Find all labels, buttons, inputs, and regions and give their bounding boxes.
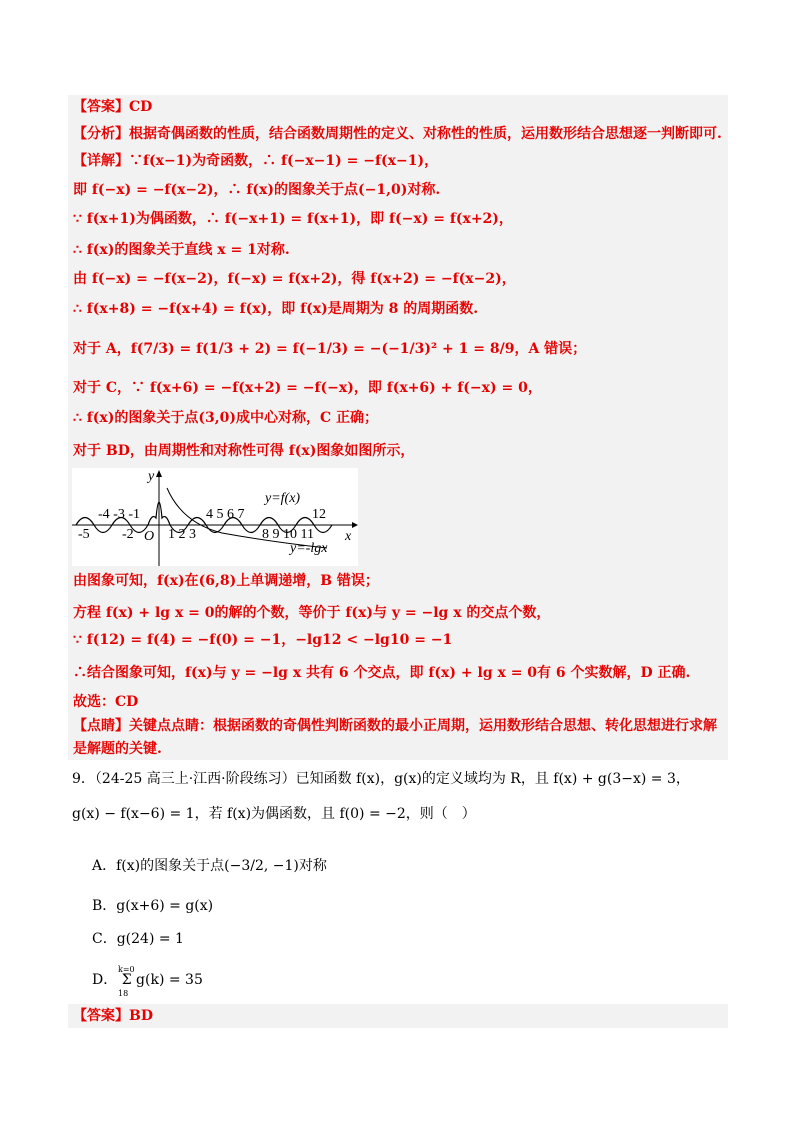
option-d-letter: D． bbox=[92, 972, 118, 988]
answer2-line bbox=[73, 1006, 153, 1026]
option-b[interactable] bbox=[92, 896, 213, 916]
detail-line-4 bbox=[73, 240, 290, 260]
option-a-text: f(x)的图象关于点(−3/2, −1)对称 bbox=[116, 858, 327, 874]
y-axis-label: y bbox=[148, 469, 155, 484]
function-graph bbox=[72, 468, 358, 566]
tick-label-12: 12 bbox=[312, 507, 326, 522]
x-axis-arrow bbox=[352, 522, 358, 528]
detail-text-3: ∵ f(x+1)为偶函数，∴ f(−x+1) = f(x+1)，即 f(−x) = f(x+2)， bbox=[73, 211, 513, 227]
detail-label: 【详解】 bbox=[73, 153, 129, 169]
detail-text-1: ∵f(x−1)为奇函数，∴ f(−x−1) = −f(x−1)， bbox=[129, 153, 439, 169]
detail-text-14: ∴结合图象可知，f(x)与 y = −lg x 共有 6 个交点，即 f(x) + lg x = 0有 6 个实数解，D 正确. bbox=[73, 665, 691, 681]
tick-labels-top-right: 4 5 6 7 bbox=[206, 507, 245, 522]
choice-text: 故选：CD bbox=[73, 694, 139, 710]
key-point-line-2 bbox=[73, 739, 162, 759]
choice-line bbox=[73, 692, 138, 712]
detail-line-10 bbox=[73, 441, 414, 461]
analysis-text: 根据奇偶函数的性质，结合函数周期性的定义、对称性的性质，运用数形结合思想逐一判断即可. bbox=[129, 126, 722, 142]
detail-line-14 bbox=[73, 663, 690, 683]
tick-labels-123: 1 2 3 bbox=[168, 527, 196, 542]
detail-text-8: 对于 C，∵ f(x+6) = −f(x+2) = −f(−x)，即 f(x+6) + f(−x) = 0， bbox=[73, 380, 542, 396]
analysis-line bbox=[73, 124, 722, 144]
answer-value: CD bbox=[129, 99, 153, 115]
detail-line-7 bbox=[73, 339, 586, 359]
x-axis-label: x bbox=[345, 529, 352, 544]
answer2-block bbox=[68, 1004, 728, 1028]
sum-lower-bound: 18 bbox=[118, 989, 129, 998]
tick-labels-top-left: -4 -3 -1 bbox=[98, 507, 140, 522]
key-point-label: 【点睛】 bbox=[73, 718, 129, 734]
tick-labels-8-11: 8 9 10 11 bbox=[262, 527, 314, 542]
option-d[interactable] bbox=[92, 965, 203, 998]
detail-text-13: ∵ f(12) = f(4) = −f(0) = −1，−lg12 < −lg10 = −1 bbox=[73, 632, 453, 648]
detail-line-6 bbox=[73, 299, 478, 319]
option-c-letter: C． bbox=[92, 931, 117, 947]
detail-line-12 bbox=[73, 603, 550, 623]
question-text-1: 9．（24-25 高三上·江西·阶段练习）已知函数 f(x)，g(x)的定义域均为 R，且 f(x) + g(3−x) = 3， bbox=[72, 771, 690, 787]
option-b-letter: B． bbox=[92, 898, 117, 914]
detail-text-10: 对于 BD，由周期性和对称性可得 f(x)图象如图所示， bbox=[73, 443, 415, 459]
answer2-label: 【答案】 bbox=[73, 1008, 129, 1024]
detail-text-5: 由 f(−x) = −f(x−2)，f(−x) = f(x+2)，得 f(x+2) = −f(x−2)， bbox=[73, 271, 516, 287]
detail-text-4: ∴ f(x)的图象关于直线 x = 1对称. bbox=[73, 242, 290, 258]
detail-text-9: ∴ f(x)的图象关于点(3,0)成中心对称，C 正确； bbox=[73, 410, 379, 426]
option-a[interactable] bbox=[92, 856, 327, 876]
f-curve-label: y=f(x) bbox=[265, 491, 301, 506]
detail-line-3 bbox=[73, 209, 513, 229]
detail-line-5 bbox=[73, 269, 516, 289]
function-graph-svg bbox=[72, 468, 358, 566]
question-line-2 bbox=[72, 804, 476, 824]
detail-line-2 bbox=[73, 180, 440, 200]
tick-label-neg5: -5 bbox=[78, 527, 90, 542]
key-point-text-1: 关键点点睛：根据函数的奇偶性判断函数的最小正周期，运用数形结合思想、转化思想进行求解 bbox=[129, 718, 717, 734]
detail-text-2: 即 f(−x) = −f(x−2)，∴ f(x)的图象关于点(−1,0)对称. bbox=[73, 182, 441, 198]
lg-curve-label: y=-lgx bbox=[290, 541, 328, 556]
option-c[interactable] bbox=[92, 929, 184, 949]
question-text-2: g(x) − f(x−6) = 1，若 f(x)为偶函数，且 f(0) = −2，则（ ） bbox=[72, 806, 476, 822]
detail-text-11: 由图象可知，f(x)在(6,8)上单调递增，B 错误； bbox=[73, 573, 379, 589]
option-d-text: Σ g(k) = 35 bbox=[121, 972, 203, 988]
sum-upper-bound: k=0 bbox=[118, 965, 135, 974]
detail-line-13 bbox=[73, 630, 452, 650]
key-point-text-2: 是解题的关键. bbox=[73, 741, 162, 757]
option-a-letter: A． bbox=[92, 858, 117, 874]
tick-label-neg2: -2 bbox=[122, 527, 134, 542]
y-axis-arrow bbox=[156, 470, 162, 477]
detail-text-7: 对于 A，f(7/3) = f(1/3 + 2) = f(−1/3) = −(−1/3)² + 1 = 8/9，A 错误； bbox=[73, 341, 587, 357]
key-point-line-1 bbox=[73, 716, 717, 736]
option-c-text: g(24) = 1 bbox=[116, 931, 184, 947]
detail-line-8 bbox=[73, 378, 542, 398]
detail-line-11 bbox=[73, 571, 379, 591]
question-line-1 bbox=[72, 769, 690, 789]
detail-text-12: 方程 f(x) + lg x = 0的解的个数，等价于 f(x)与 y = −lg x 的交点个数， bbox=[73, 605, 551, 621]
option-b-text: g(x+6) = g(x) bbox=[116, 898, 214, 914]
answer-label: 【答案】 bbox=[73, 99, 129, 115]
answer-line bbox=[73, 97, 152, 117]
origin-label: O bbox=[144, 529, 155, 544]
analysis-label: 【分析】 bbox=[73, 126, 129, 142]
detail-text-6: ∴ f(x+8) = −f(x+4) = f(x)，即 f(x)是周期为 8 的周期函数. bbox=[73, 301, 479, 317]
detail-line-9 bbox=[73, 408, 378, 428]
detail-line-1 bbox=[73, 151, 438, 171]
answer2-value: BD bbox=[129, 1008, 153, 1024]
